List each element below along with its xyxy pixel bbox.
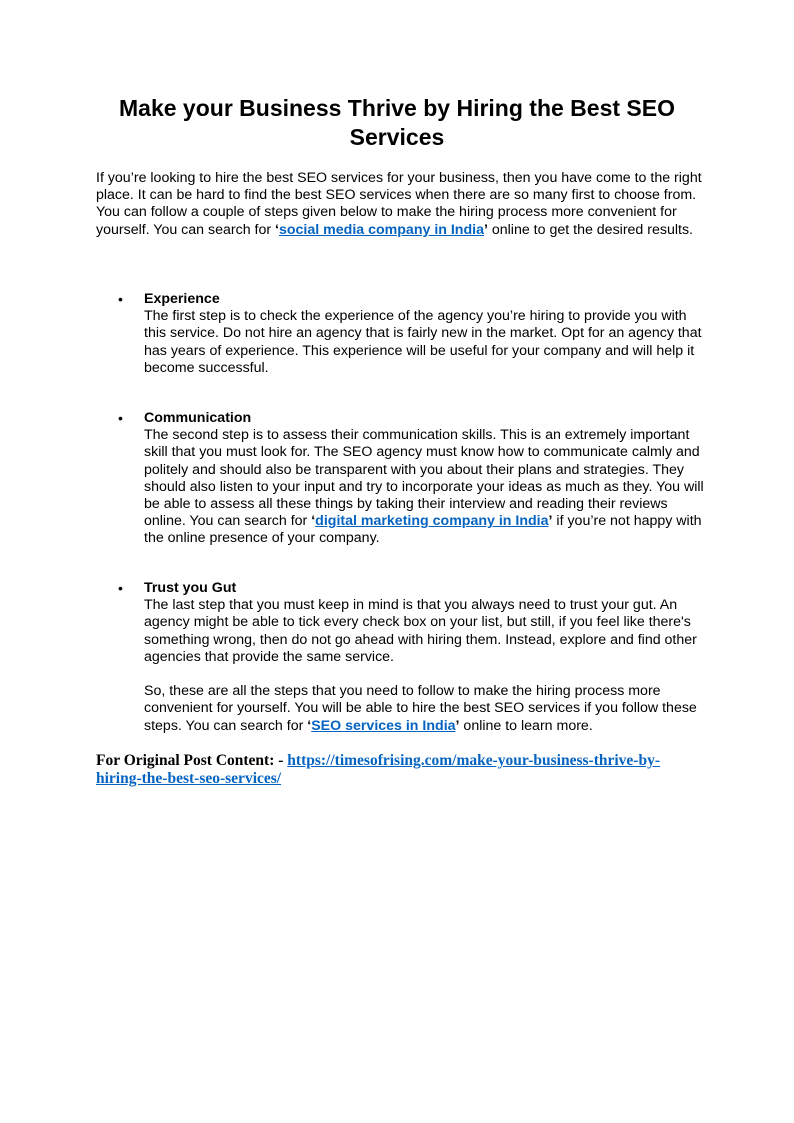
original-post-link[interactable]: https://timesofrising.com/make-your-business-thrive-by-hiring-the-best-seo-services/ <box>96 752 660 787</box>
item-quote-open: ‘ <box>311 513 316 530</box>
list-item-communication <box>144 410 704 548</box>
original-post-footer <box>96 752 702 788</box>
closing-quote-open: ‘ <box>307 717 312 734</box>
item-text-after: if you’re not happy with the online presence of your company. <box>144 513 702 547</box>
item-text: The last step that you must keep in mind is that you always need to trust your gut. An agency might be able to tick every check box on your list, but still, if you feel like there's something wrong, then do not go ahead with hiring them. Instead, explore and find other agencies that provide the same service. <box>144 597 697 665</box>
item-title: Experience <box>144 291 220 307</box>
closing-quote-close: ’ <box>455 717 460 734</box>
social-media-company-link[interactable]: social media company in India <box>278 221 484 238</box>
intro-text-before: If you’re looking to hire the best SEO services for your business, then you have come to the right place. It can be hard to find the best SEO services when there are so many first to choose from. You can follow a couple of steps given below to make the hiring process more convenient for yourself. You can search for <box>96 170 702 238</box>
bullet-icon: • <box>118 580 123 596</box>
list-item-trust-you-gut <box>144 580 704 735</box>
intro-text-after: online to get the desired results. <box>487 221 693 238</box>
closing-paragraph <box>144 683 704 735</box>
item-text-before: The second step is to assess their communication skills. This is an extremely important skill that you must look for. The SEO agency must know how to communicate calmly and politely and should also be transparent with you about their plans and strategies. They should also listen to your input and try to incorporate your ideas as much as they. You will be able to assess all these things by taking their interview and reading their reviews online. You can search for <box>144 427 704 530</box>
item-quote-close: ’ <box>548 513 553 530</box>
intro-quote-close: ’ <box>483 221 488 238</box>
bullet-icon: • <box>118 291 123 307</box>
digital-marketing-company-link[interactable]: digital marketing company in India <box>315 513 549 530</box>
page-title: Make your Business Thrive by Hiring the Best SEO Services <box>119 95 675 150</box>
item-text: The first step is to check the experience of the agency you’re hiring to provide you with this service. Do not hire an agency that is fairly new in the market. Opt for an agency that has years of experience. This experience will be useful for your company and will help it become successful. <box>144 308 702 376</box>
intro-quote-open: ‘ <box>275 221 279 238</box>
list-item-experience <box>144 291 704 377</box>
footer-label: For Original Post Content: - <box>96 752 288 769</box>
item-title: Communication <box>144 410 252 426</box>
item-text <box>144 427 704 547</box>
bullet-icon: • <box>118 410 123 426</box>
seo-services-link[interactable]: SEO services in India <box>311 717 456 734</box>
item-title: Trust you Gut <box>144 580 237 596</box>
closing-text-before: So, these are all the steps that you need to follow to make the hiring process more convenient for yourself. You will be able to hire the best SEO services if you follow these steps. You can search for <box>144 683 697 734</box>
closing-text-after: online to learn more. <box>459 717 593 734</box>
intro-paragraph <box>96 170 702 239</box>
